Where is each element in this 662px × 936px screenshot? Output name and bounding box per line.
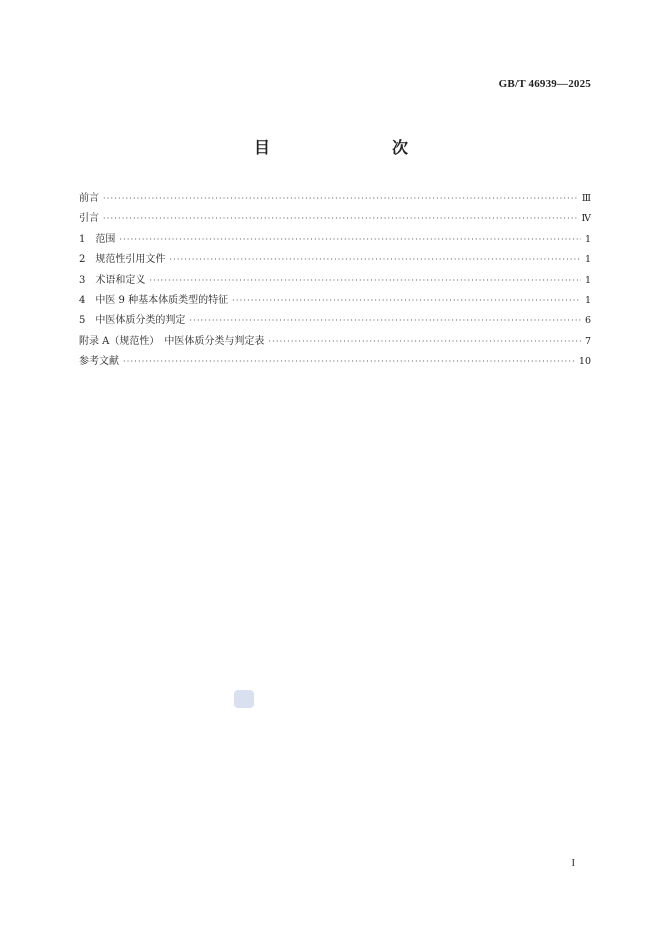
toc-entry-label	[79, 250, 169, 270]
toc-entry-number: 2	[79, 254, 86, 266]
dot-leader	[268, 332, 581, 352]
toc-entry-number: 3	[79, 274, 86, 286]
toc-entry-number: 4	[79, 294, 86, 306]
toc-entry-foreword[interactable]	[79, 189, 591, 209]
toc-entry-terms[interactable]	[79, 271, 591, 291]
standard-code: GB/T 46939—2025	[498, 78, 591, 90]
page-title: 目 次	[253, 138, 438, 157]
toc-entry-title: 中医 9 种基本体质类型的特征	[95, 294, 229, 306]
toc-entry-page: 10	[578, 356, 591, 368]
toc-entry-scope[interactable]	[79, 230, 591, 250]
toc-entry-bibliography[interactable]	[79, 352, 591, 372]
toc-entry-title: 范围	[95, 233, 116, 245]
toc-entry-introduction[interactable]	[79, 209, 591, 229]
dot-leader	[232, 291, 581, 311]
toc-entry-page: 7	[584, 335, 591, 347]
toc-entry-title: 术语和定义	[95, 274, 146, 286]
toc-entry-normative-references[interactable]	[79, 250, 591, 270]
toc-entry-label	[79, 271, 149, 291]
dot-leader	[189, 311, 581, 331]
toc-entry-title: 规范性引用文件	[95, 254, 166, 266]
toc-entry-label	[79, 332, 268, 352]
dot-leader	[119, 230, 581, 250]
toc-entry-page: 1	[584, 274, 591, 286]
toc-entry-page: Ⅲ	[581, 193, 591, 204]
toc-entry-title: 附录 A（规范性） 中医体质分类与判定表	[79, 335, 265, 347]
toc-entry-label	[79, 189, 103, 209]
toc-entry-classification[interactable]	[79, 311, 591, 331]
toc-entry-label	[79, 209, 103, 229]
toc-entry-title: 前言	[79, 193, 99, 204]
toc-entry-page: 1	[584, 294, 591, 306]
toc-entry-label	[79, 291, 232, 311]
toc-entry-label	[79, 311, 189, 331]
toc-entry-page: 1	[584, 233, 591, 245]
dot-leader	[103, 209, 578, 229]
toc-entry-page: 6	[584, 315, 591, 327]
toc-entry-title: 中医体质分类的判定	[95, 315, 186, 327]
dot-leader	[103, 189, 578, 209]
toc-entry-number: 1	[79, 233, 86, 245]
toc-entry-constitution-types[interactable]	[79, 291, 591, 311]
toc-entry-annex-a[interactable]	[79, 332, 591, 352]
toc-entry-page: Ⅳ	[581, 213, 591, 225]
table-of-contents	[79, 189, 591, 373]
dot-leader	[169, 250, 581, 270]
dot-leader	[123, 352, 575, 372]
toc-entry-page: 1	[584, 254, 591, 266]
toc-entry-title: 引言	[79, 213, 99, 225]
toc-entry-number: 5	[79, 315, 86, 327]
dot-leader	[149, 271, 581, 291]
page-number: I	[571, 858, 575, 869]
toc-entry-label	[79, 230, 119, 250]
toc-entry-title: 参考文献	[79, 356, 119, 368]
toc-entry-label	[79, 352, 123, 372]
watermark-logo-icon	[234, 690, 254, 708]
